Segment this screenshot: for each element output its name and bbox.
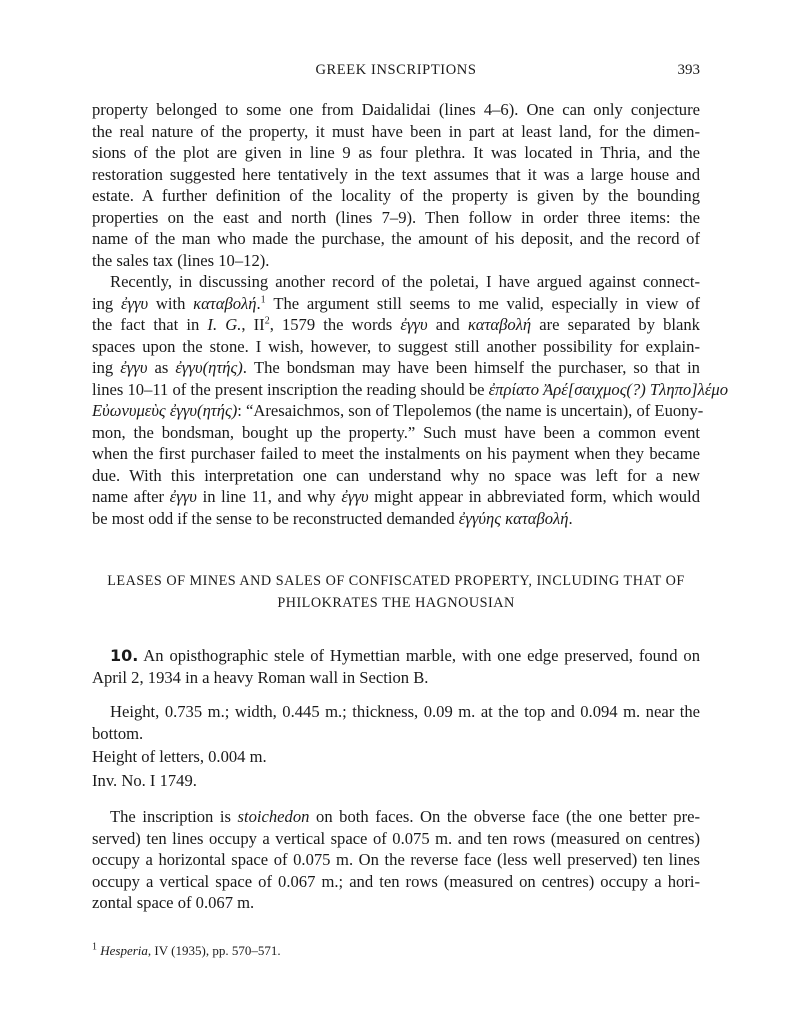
- entry-line: April 2, 1934 in a heavy Roman wall in Section Β.: [92, 667, 429, 687]
- greek-term: ἐπρίατο Ἀρέ[σαιχμος(?) Τληπο]λέμο: [488, 379, 728, 399]
- para2-line: lines 10–11 of the present inscription the reading should be ἐπρίατο Ἀρέ[σαιχμος(?) Τληπο]λέμο: [92, 379, 728, 399]
- running-head: [92, 62, 700, 84]
- inventory-number: Inv. No. I 1749.: [92, 770, 197, 790]
- para2-line: ing ἐγγυ with καταβολή.$^1$ The argument still seems to me valid, especially in view of: [92, 293, 700, 313]
- footnote-journal: Hesperia: [100, 943, 148, 958]
- para3-line: occupy a vertical space of 0.067 m.; and ten rows (measured on centres) occupy a hori-: [92, 871, 700, 891]
- entry-line: 10. An opisthographic stele of Hymettian marble, with one edge preserved, found on: [110, 646, 700, 665]
- footnote-marker: 1: [92, 941, 97, 953]
- para2-line: name after ἐγγυ in line 11, and why ἐγγυ might appear in abbreviated form, which would: [92, 487, 701, 506]
- dimensions-line: bottom.: [92, 723, 144, 743]
- letter-height: Height of letters, 0.004 m.: [92, 747, 267, 766]
- para2-line: Εὐωνυμεὺς ἐγγυ(ητής): “Aresaichmos, son of Tlepolemos (the name is uncertain), of Euony-: [92, 401, 704, 420]
- para1-line: estate. A further definition of the locality of the property is given by the bounding: [92, 186, 700, 205]
- para1-line: name of the man who made the purchase, the amount of his deposit, and the record of: [92, 229, 700, 248]
- greek-term: ἐγγυ: [341, 487, 369, 506]
- para2-line: be most odd if the sense to be reconstructed demanded ἐγγύης καταβολή.: [92, 508, 573, 528]
- para3-line: occupy a horizontal space of 0.075 m. On the reverse face (less well preserved) ten lines: [92, 850, 700, 869]
- greek-term: ἐγγυ: [169, 487, 197, 506]
- dimensions-line: Height, 0.735 m.; width, 0.445 m.; thickness, 0.09 m. at the top and 0.094 m. near the: [110, 702, 700, 721]
- para2-line: spaces upon the stone. I wish, however, to suggest still another possibility for explain-: [92, 336, 700, 356]
- para3-line: served) ten lines occupy a vertical space of 0.075 m. and ten rows (measured on centres): [92, 828, 700, 848]
- para1-line: the real nature of the property, it must have been in part at least land, for the dimen-: [92, 121, 700, 141]
- greek-term: καταβολή: [193, 293, 257, 313]
- para2-line: Recently, in discussing another record of the poletai, I have argued against connect-: [110, 272, 700, 291]
- greek-term: ἐγγύης καταβολή: [458, 508, 569, 528]
- footnote-ref: 1: [260, 293, 266, 305]
- para1-line: sions of the plot are given in line 9 as four plethra. It was located in Thria, and the: [92, 143, 700, 162]
- greek-term: καταβολή: [467, 315, 532, 334]
- greek-term: ἐγγυ: [400, 315, 428, 334]
- entry-number: 10.: [110, 646, 139, 665]
- para1-line: property belonged to some one from Daidalidai (lines 4–6). One can only conjecture: [92, 100, 700, 119]
- section-heading: PHILOKRATES THE HAGNOUSIAN: [277, 595, 515, 611]
- greek-term: ἐγγυ: [120, 293, 149, 313]
- para3-line: zontal space of 0.067 m.: [92, 893, 255, 912]
- page-number: 393: [677, 62, 700, 78]
- greek-term: ἐγγυ(ητής): [175, 358, 243, 377]
- para2-line: ing ἐγγυ as ἐγγυ(ητής). The bondsman may have been himself the purchaser, so that in: [92, 358, 700, 377]
- para3-line: The inscription is stoichedon on both faces. On the obverse face (the one better pre-: [110, 807, 700, 826]
- section-heading: LEASES OF MINES AND SALES OF CONFISCATED PROPERTY, INCLUDING THAT OF: [107, 573, 685, 589]
- para1-line: restoration suggested here tentatively in the text assumes that it was a large house and: [92, 164, 700, 184]
- greek-term: ἐγγυ: [120, 358, 148, 377]
- footnote: $^1$ Hesperia, IV (1935), pp. 570–571.: [92, 941, 281, 958]
- greek-term: Εὐωνυμεὺς ἐγγυ(ητής): [92, 401, 238, 420]
- para2-line: when the first purchaser failed to meet the instalments on his payment when they became: [92, 444, 700, 463]
- para2-line: mon, the bondsman, bought up the property.” Such must have been a common event: [92, 422, 700, 442]
- para1-line: the sales tax (lines 10–12).: [92, 250, 270, 270]
- running-title: GREEK INSCRIPTIONS: [315, 62, 477, 78]
- para1-line: properties on the east and north (lines 7–9). Then follow in order three items: the: [92, 207, 700, 227]
- para2-line: due. With this interpretation one can understand why no space was left for a new: [92, 465, 700, 485]
- para2-line: the fact that in I. G., $II^2$, 1579 the words ἐγγυ and καταβολή are separated by blank: [92, 315, 700, 334]
